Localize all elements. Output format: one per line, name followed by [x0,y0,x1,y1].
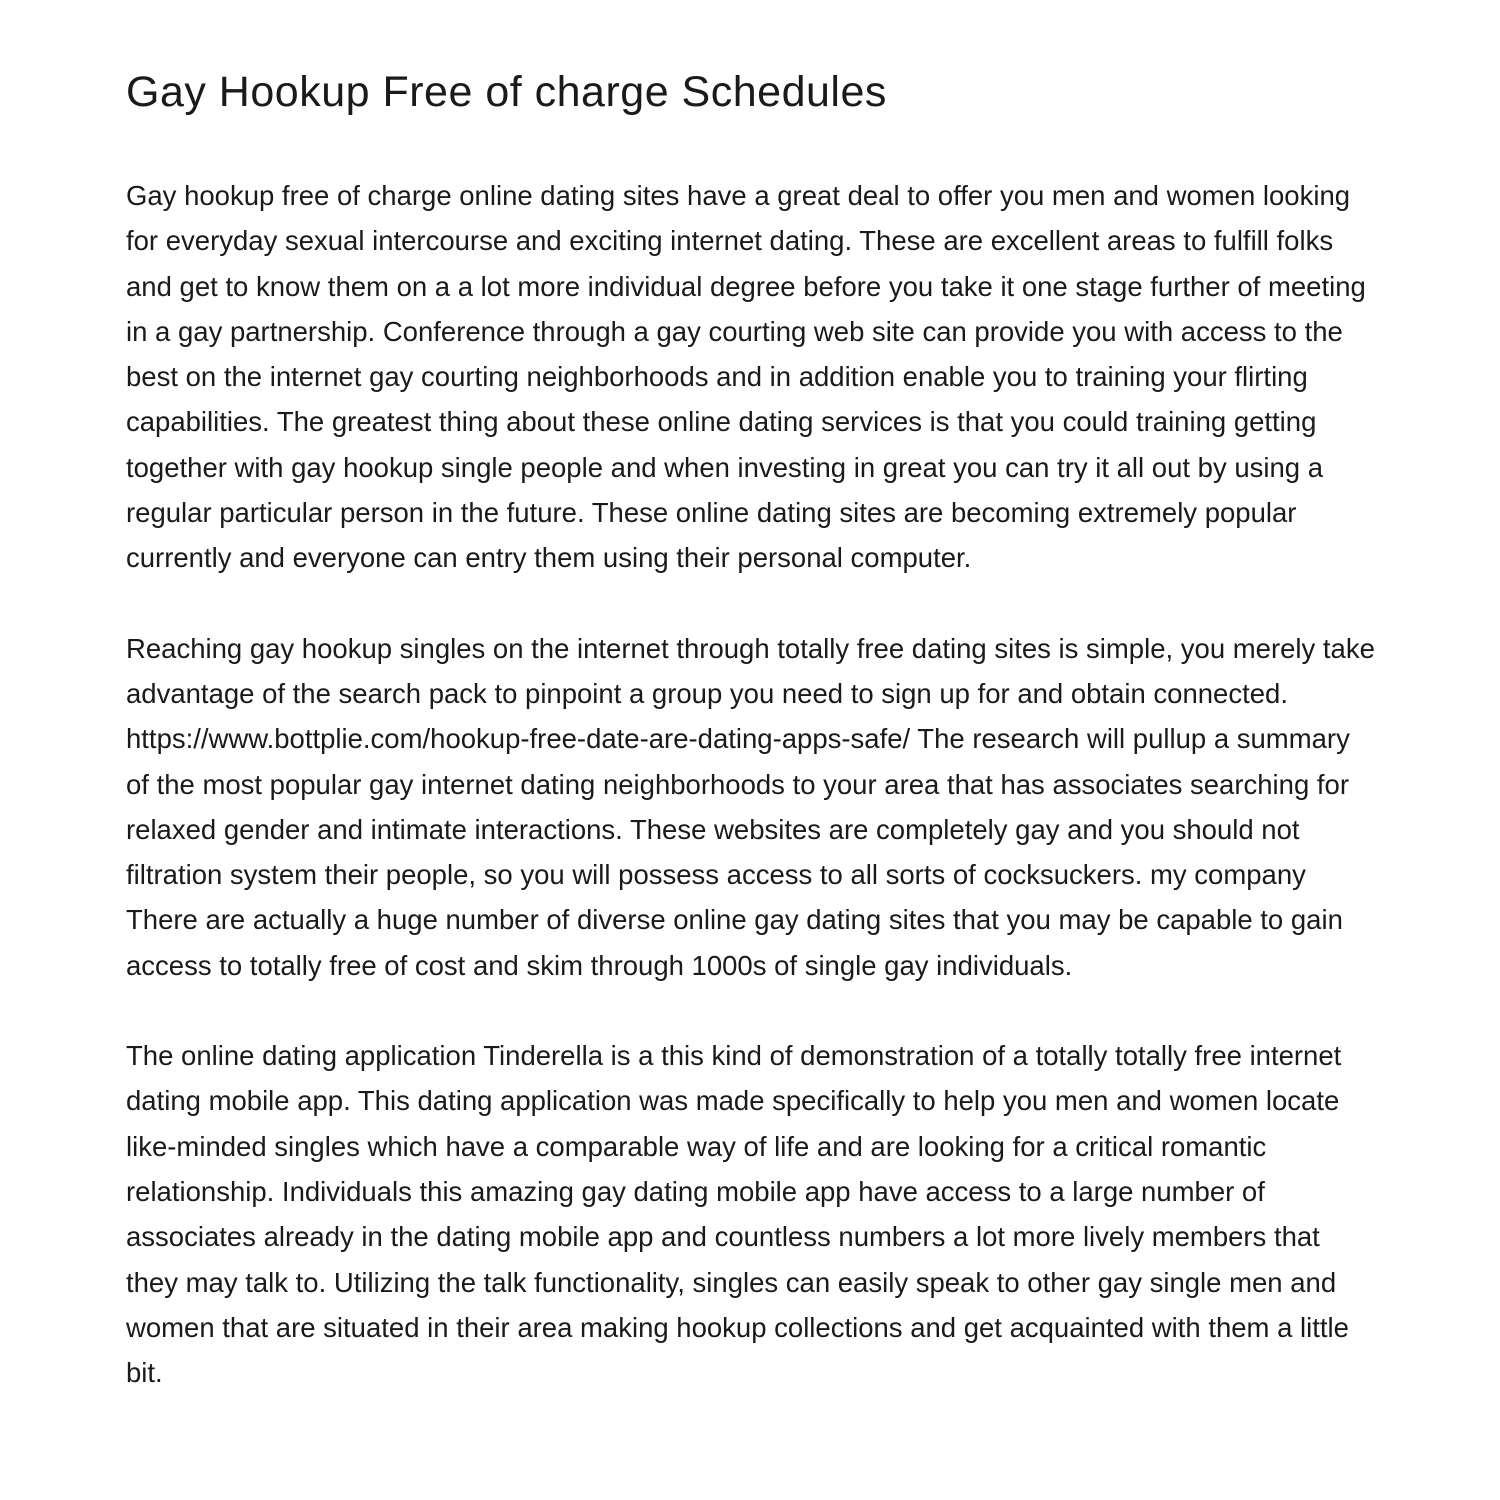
paragraph-1: Gay hookup free of charge online dating sites have a great deal to offer you men and women looking for everyday sexual intercourse and exciting internet dating. These are excellent areas to fulfill folks and get to know them on a a lot more individual degree before you take it one stage further of meeting in a gay partnership. Conference through a gay courting web site can provide you with access to the best on the internet gay courting neighborhoods and in addition enable you to training your flirting capabilities. The greatest thing about these online dating services is that you could training getting together with gay hookup single people and when investing in great you can try it all out by using a regular particular person in the future. These online dating sites are becoming extremely popular currently and everyone can entry them using their personal computer. [126,180,1366,574]
paragraph-2: Reaching gay hookup singles on the internet through totally free dating sites is simple, you merely take advantage of the search pack to pinpoint a group you need to sign up for and obtain connected. https://www.bottplie.com/hookup-free-date-are-dating-apps-safe/ The research will pullup a summary of the most popular gay internet dating neighborhoods to your area that has associates searching for relaxed gender and intimate interactions. These websites are completely gay and you should not filtration system their people, so you will possess access to all sorts of cocksuckers. my company There are actually a huge number of diverse online gay dating sites that you may be capable to gain access to totally free of cost and skim through 1000s of single gay individuals. [126,632,1375,981]
paragraph-3: The online dating application Tinderella is a this kind of demonstration of a totally totally free internet dating mobile app. This dating application was made specifically to help you men and women locate like-minded singles which have a comparable way of life and are looking for a critical romantic relationship. Individuals this amazing gay dating mobile app have access to a large number of associates already in the dating mobile app and countless numbers a lot more lively members that they may talk to. Utilizing the talk functionality, singles can easily speak to other gay single men and women that are situated in their area making hookup collections and get acquainted with them a little bit. [126,1040,1349,1389]
document-page [126,62,1376,1395]
document-title: Gay Hookup Free of charge Schedules [126,68,887,116]
